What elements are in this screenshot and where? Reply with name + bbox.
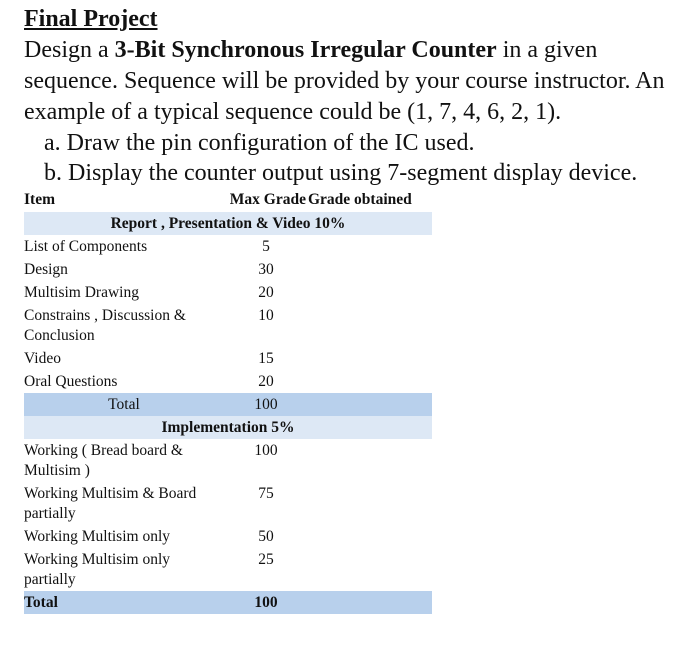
row-grade-obtained [308, 258, 432, 281]
table-row [24, 304, 432, 347]
header-grade-obtained: Grade obtained [308, 189, 432, 212]
row-item: List of Components [24, 238, 148, 255]
intro-paragraph [24, 35, 694, 128]
final-total-obtained [308, 591, 432, 614]
section-total-row [24, 393, 432, 416]
row-grade-obtained [308, 439, 432, 482]
row-grade-obtained [308, 548, 432, 591]
section-total-label: Total [24, 393, 224, 416]
row-item: Working Multisim only partially [24, 551, 171, 588]
section-total-value: 100 [224, 393, 308, 416]
row-item: Video [24, 350, 61, 367]
row-max-grade: 100 [254, 442, 278, 459]
task-item-b: b. Display the counter output using 7-segment display device. [44, 160, 638, 186]
row-item: Oral Questions [24, 373, 118, 390]
table-row [24, 439, 432, 482]
intro-text-bold: 3-Bit Synchronous Irregular Counter [114, 37, 497, 63]
section-header-implementation [24, 416, 432, 439]
row-grade-obtained [308, 370, 432, 393]
section-total-obtained [308, 393, 432, 416]
row-max-grade: 25 [258, 551, 274, 568]
table-row [24, 281, 432, 304]
section-header-report [24, 212, 432, 235]
final-total-value: 100 [224, 591, 308, 614]
row-max-grade: 30 [258, 261, 274, 278]
section-title-implementation: Implementation 5% [24, 416, 432, 439]
row-max-grade: 10 [258, 307, 274, 324]
row-grade-obtained [308, 235, 432, 258]
row-item: Multisim Drawing [24, 284, 139, 301]
row-grade-obtained [308, 304, 432, 347]
row-item: Working Multisim & Board partially [24, 485, 197, 522]
table-row [24, 347, 432, 370]
table-row [24, 370, 432, 393]
header-max-grade: Max Grade [224, 189, 308, 212]
table-header-row [24, 189, 432, 212]
header-item: Item [24, 189, 224, 212]
row-max-grade: 5 [262, 238, 270, 255]
document [24, 4, 694, 188]
table-row [24, 482, 432, 525]
row-item: Design [24, 261, 68, 278]
row-item: Working Multisim only [24, 528, 171, 545]
table-row [24, 235, 432, 258]
task-item-a: a. Draw the pin configuration of the IC used. [44, 130, 475, 156]
row-item: Constrains , Discussion & Conclusion [24, 307, 186, 344]
row-item: Working ( Bread board & Multisim ) [24, 442, 183, 479]
final-total-row [24, 591, 432, 614]
row-max-grade: 50 [258, 528, 274, 545]
intro-text-post: in a given sequence. Sequence will be provided by your course instructor. An example of a typical sequence could be (1, 7, 4, 6, 2, 1). [24, 37, 665, 125]
intro-text-pre: Design a [24, 37, 115, 63]
table-row [24, 258, 432, 281]
row-grade-obtained [308, 482, 432, 525]
page-title: Final Project [24, 6, 158, 32]
row-max-grade: 20 [258, 284, 274, 301]
row-max-grade: 75 [258, 485, 274, 502]
table-row [24, 525, 432, 548]
row-grade-obtained [308, 525, 432, 548]
row-max-grade: 20 [258, 373, 274, 390]
row-grade-obtained [308, 281, 432, 304]
final-total-label: Total [24, 591, 224, 614]
row-max-grade: 15 [258, 350, 274, 367]
row-grade-obtained [308, 347, 432, 370]
table-row [24, 548, 432, 591]
grading-table [24, 189, 432, 614]
section-title-report: Report , Presentation & Video 10% [24, 212, 432, 235]
